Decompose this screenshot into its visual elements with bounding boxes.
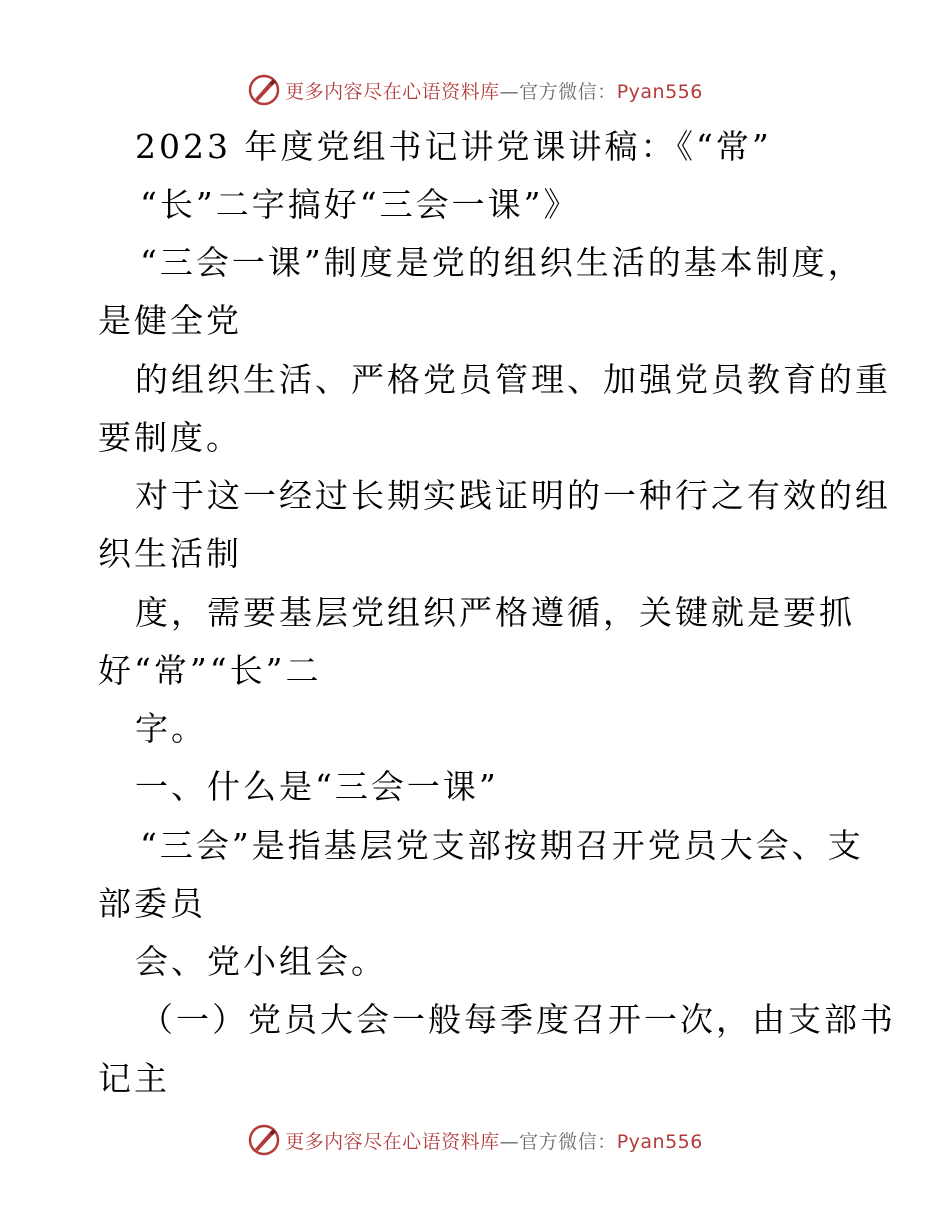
title-line-2: “长”二字搞好“三会一课”》 — [140, 185, 580, 224]
banner-text: 更多内容尽在心语资料库—官方微信：Pyan556 — [285, 1130, 703, 1153]
footer-banner — [0, 1120, 950, 1160]
paragraph-line: 织生活制 — [98, 534, 242, 573]
paragraph-line: “三会”是指基层党支部按期召开党员大会、支 — [140, 826, 864, 865]
paragraph-line: 对于这一经过长期实践证明的一种行之有效的组 — [135, 476, 891, 515]
paragraph-line: 好“常”“长”二 — [98, 651, 322, 690]
section-heading: 一、什么是“三会一课” — [135, 767, 499, 806]
paragraph-line: 记主 — [98, 1059, 170, 1098]
paragraph-line: （一）党员大会一般每季度召开一次，由支部书 — [140, 1000, 896, 1039]
pen-logo-icon — [247, 1123, 281, 1157]
paragraph-line: 的组织生活、严格党员管理、加强党员教育的重 — [135, 360, 891, 399]
paragraph-line: 要制度。 — [98, 418, 242, 457]
banner-text: 更多内容尽在心语资料库—官方微信：Pyan556 — [285, 80, 703, 103]
paragraph-line: 是健全党 — [98, 301, 242, 340]
paragraph-line: 字。 — [135, 709, 207, 748]
paragraph-line: 度，需要基层党组织严格遵循，关键就是要抓 — [135, 593, 855, 632]
paragraph-line: 会、党小组会。 — [135, 942, 387, 981]
paragraph-line: 部委员 — [98, 884, 206, 923]
title-line-1: 2023 年度党组书记讲党课讲稿：《“常” — [135, 127, 772, 166]
paragraph-line: “三会一课”制度是党的组织生活的基本制度， — [140, 243, 864, 282]
